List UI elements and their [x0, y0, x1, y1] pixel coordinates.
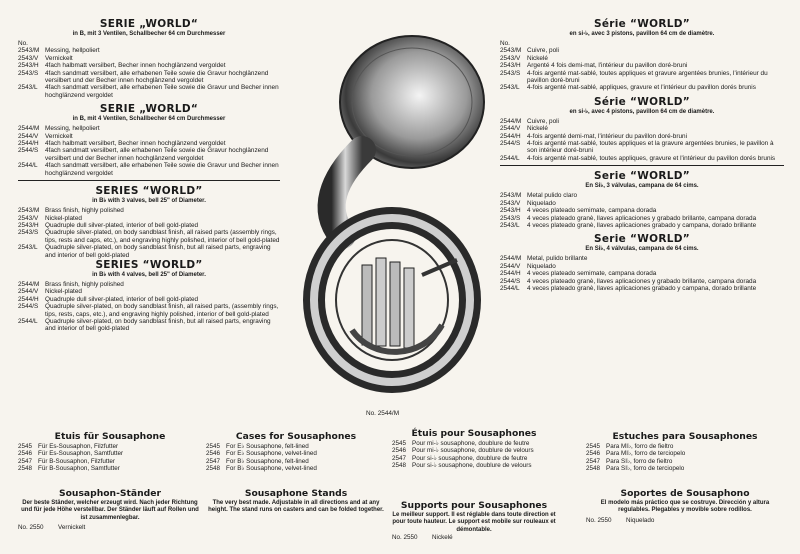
item-code: 2548: [206, 464, 221, 472]
section-subtitle: in B, mit 4 Ventilen, Schallbecher 64 cm Durchmesser: [72, 116, 226, 123]
list-item: [18, 207, 280, 214]
list-item: [18, 303, 280, 318]
item-code: 2544/S: [18, 303, 39, 311]
item-code: 2544/M: [18, 280, 40, 288]
list-item: [18, 524, 202, 531]
item-desc: Niquelado: [527, 199, 556, 207]
list-item: [586, 458, 784, 465]
section-subtitle: en si-♭, avec 4 pistons, pavillon 64 cm de diamètre.: [569, 108, 715, 115]
item-desc: 4 veces plateado granè, llaves aplicaciones grabado y campana, dorado brillante: [527, 221, 757, 229]
en-s2-rows: [18, 281, 280, 333]
item-desc: Pour si-♭ sousaphone, doublure de velours: [412, 461, 532, 469]
list-item: [18, 296, 280, 303]
left-column: [18, 18, 280, 333]
es-cases-section: [586, 431, 784, 472]
item-desc: 4 veces plateado semimate, campana dorada: [527, 207, 657, 215]
list-item: [18, 133, 280, 140]
item-desc: Para MI♭, forro de fieltro: [606, 443, 674, 450]
list-item: [18, 465, 202, 472]
item-desc: 4fach sandmatt versilbert, alle erhabenen Teile sowie die Gravur hochglänzend versilbert und der Becher innen hochglänzend vergoldet: [45, 147, 269, 162]
de-s2-rows: [18, 125, 280, 177]
item-code: 2544/S: [500, 277, 521, 285]
item-code: 2543/M: [500, 47, 522, 55]
item-desc: Brass finish, highly polished: [45, 280, 124, 288]
list-item: [392, 462, 556, 469]
item-desc: Niquelado: [527, 262, 556, 270]
list-item: [586, 450, 784, 457]
item-desc: 4-fois argenté demi-mat, l'intérieur du pavillon doré-bruni: [527, 132, 688, 140]
item-desc: For E♭ Sousaphone, felt-lined: [226, 443, 309, 450]
item-desc: Quadruple silver-plated, on body sandblast finish, but all raised parts, engraving and interior of bell gold-plated: [45, 317, 271, 333]
section-title: Soportes de Sousaphono: [620, 488, 750, 499]
item-desc: 4-fois argenté mat-sablé, toutes appliques, gravure et l'intérieur du pavillon dorés brunis: [527, 154, 776, 162]
item-desc: Quadruple silver-plated, on body sandblast finish, all raised parts, (assembly rings, tips, rests, caps, etc.), and engraving highly polished, interior of bell gold-plated: [45, 303, 279, 318]
item-code: No. 2550: [392, 533, 418, 541]
item-desc: 4-fois argenté mat-sablé, toutes appliques et gravure argentées brunies, l'intérieur du pavillon doré-bruni: [527, 69, 768, 85]
es-series-4: [500, 233, 784, 292]
en-cases-section: [206, 431, 386, 472]
section-title: Série “WORLD”: [594, 95, 690, 108]
es-stand-section: [586, 488, 784, 524]
item-code: 2546: [18, 450, 33, 458]
list-item: [18, 70, 280, 85]
list-item: [18, 450, 202, 457]
list-item: [500, 62, 784, 69]
section-text: Der beste Ständer, welcher erzeugt wird. Nach jeder Richtung und für jede Höhe verstellbar. Der Ständer läuft auf Rollen und ist zusammenlegbar.: [21, 500, 199, 521]
item-desc: Cuivre, poli: [527, 117, 559, 125]
list-item: [500, 207, 784, 214]
item-desc: Quadruple silver-plated, on body sandblast finish, all raised parts (assembly rings, tips, rests and caps, etc.), and engraving highly polished, interior of bell gold-plated: [45, 229, 280, 244]
section-text: The very best made. Adjustable in all directions and at any height. The stand runs on casters and can be folded together.: [208, 500, 384, 514]
item-code: 2545: [206, 443, 221, 450]
item-desc: Nickel-plated: [45, 288, 82, 296]
item-code: 2544/L: [18, 317, 38, 325]
item-code: 2544/M: [18, 125, 40, 133]
list-item: [18, 125, 280, 132]
item-desc: Vernickelt: [45, 132, 73, 140]
sousaphone-illustration: [292, 30, 488, 408]
item-desc: Pour mi-♭ sousaphone, doublure de velours: [412, 447, 534, 455]
list-item: [18, 443, 202, 450]
list-item: [586, 465, 784, 472]
item-code: 2544/L: [500, 284, 520, 292]
section-subtitle: En Si♭, 3 válvulas, campana de 64 cims.: [585, 183, 699, 190]
en-cases-rows: [206, 443, 386, 472]
item-desc: For B♭ Sousaphone, felt-lined: [226, 457, 309, 465]
item-code: 2548: [586, 464, 601, 472]
list-item: [18, 229, 280, 244]
item-code: 2544/M: [500, 255, 522, 263]
es-series-3: [500, 170, 784, 229]
item-code: 2543/V: [18, 214, 39, 222]
item-code: 2546: [206, 450, 221, 458]
section-text: Le meilleur support. Il est réglable dans toute direction et pour toute hauteur. Le support est mobile sur rouleaux et démontable.: [392, 512, 556, 533]
de-cases-section: [18, 431, 202, 472]
item-code: 2544/V: [500, 125, 521, 133]
item-desc: 4-fois argenté mat-sablé, toutes appliques et la gravure argentées brunies, le pavillon à son intérieur doré-bruni: [527, 140, 774, 155]
list-item: [18, 215, 280, 222]
section-subtitle: in B♭ with 3 valves, bell 25" of Diameter.: [92, 198, 206, 205]
en-series-3: [18, 185, 280, 259]
item-code: 2547: [18, 457, 33, 465]
list-item: [586, 443, 784, 450]
item-code: 2544/L: [18, 162, 38, 170]
item-code: 2543/V: [500, 199, 521, 207]
item-code: No. 2550: [586, 516, 612, 524]
item-desc: 4 veces plateado granè, llaves aplicaciones y grabado brillante, campana dorada: [527, 214, 757, 222]
de-stand-section: [18, 488, 202, 531]
list-item: [500, 285, 784, 292]
list-item: [500, 133, 784, 140]
right-column: [500, 18, 784, 292]
section-title: Sousaphon-Ständer: [58, 488, 161, 499]
list-item: [206, 458, 386, 465]
fr-series-3: [500, 18, 784, 92]
section-title: Supports pour Sousaphones: [400, 500, 548, 511]
fr-s2-rows: [500, 118, 784, 162]
item-code: 2547: [206, 457, 221, 465]
item-desc: Nickelé: [527, 54, 548, 62]
list-item: [500, 55, 784, 62]
list-item: [18, 140, 280, 147]
list-item: [18, 288, 280, 295]
item-code: 2548: [18, 464, 33, 472]
item-desc: Argenté 4 fois demi-mat, l'intérieur du pavillon doré-bruni: [527, 62, 688, 70]
item-code: 2544/H: [500, 270, 521, 278]
list-item: [586, 517, 784, 524]
item-code: 2543/M: [18, 47, 40, 55]
list-item: [392, 447, 556, 454]
item-desc: Vernickelt: [45, 54, 73, 62]
item-desc: 4fach halbmatt versilbert, Becher innen hochglänzend vergoldet: [45, 140, 226, 148]
section-title: Estuches para Sousaphones: [612, 431, 758, 442]
item-desc: Vernickelt: [58, 523, 86, 531]
item-code: 2543/L: [18, 84, 38, 92]
item-code: 2544/S: [18, 147, 39, 155]
list-item: [18, 47, 280, 54]
item-desc: Quadruple dull silver-plated, interior of bell gold-plated: [45, 295, 199, 303]
item-code: 2543/L: [500, 84, 520, 92]
item-code: No. 2550: [18, 523, 44, 531]
item-code: 2545: [18, 443, 33, 450]
fr-cases-section: [392, 428, 556, 469]
section-title: SERIES “WORLD”: [95, 258, 203, 271]
section-subtitle: en si-♭, avec 3 pistons, pavillon 64 cm de diamètre.: [569, 31, 715, 37]
section-title: Sousaphone Stands: [244, 488, 348, 499]
item-desc: For B♭ Sousaphone, velvet-lined: [226, 464, 317, 472]
item-desc: Quadruple silver-plated, on body sandblast finish, but all raised parts, engraving and interior of bell gold-plated: [45, 244, 271, 259]
list-item: [206, 465, 386, 472]
item-code: 2544/V: [18, 288, 39, 296]
section-title: SERIE „WORLD“: [99, 18, 199, 30]
item-code: 2547: [586, 457, 601, 465]
fr-stand-section: [392, 500, 556, 541]
de-cases-rows: [18, 443, 202, 472]
list-item: [500, 84, 784, 91]
item-desc: Für B-Sousaphon, Filzfutter: [38, 457, 115, 465]
item-desc: 4 veces plateado semimate, campana dorada: [527, 270, 657, 278]
list-item: [18, 147, 280, 162]
item-code: 2543/S: [500, 214, 521, 222]
list-item: [500, 155, 784, 162]
item-desc: Brass finish, highly polished: [45, 207, 124, 215]
item-code: 2543/M: [500, 192, 522, 200]
item-desc: Quadruple dull silver-plated, interior of bell gold-plated: [45, 221, 199, 229]
list-item: [500, 47, 784, 54]
item-desc: For E♭ Sousaphone, velvet-lined: [226, 450, 317, 458]
de-s1-rows: [18, 47, 280, 99]
item-desc: Messing, hellpoliert: [45, 125, 100, 133]
sousaphone-icon: [292, 30, 488, 408]
list-item: [500, 222, 784, 229]
es-s1-rows: [500, 192, 784, 229]
item-desc: 4fach halbmatt versilbert, Becher innen hochglänzend vergoldet: [45, 62, 226, 70]
en-stand-section: [206, 488, 386, 515]
item-code: 2543/H: [18, 221, 39, 229]
es-cases-rows: [586, 443, 784, 472]
section-title: SERIE „WORLD“: [99, 103, 199, 116]
item-code: 2543/S: [18, 229, 39, 237]
fr-s1-rows: [500, 47, 784, 91]
item-desc: Nickel-plated: [45, 214, 82, 222]
item-code: 2543/M: [18, 207, 40, 215]
fr-cases-rows: [392, 440, 556, 469]
list-item: [392, 440, 556, 447]
image-caption: No. 2544/M: [366, 410, 400, 417]
item-code: 2543/S: [500, 69, 521, 77]
number-label: No.: [500, 40, 510, 47]
item-code: 2544/V: [18, 132, 39, 140]
item-desc: Para SI♭, forro de terciopelo: [606, 464, 685, 472]
item-code: 2543/V: [18, 54, 39, 62]
section-title: Étuis pour Sousaphones: [411, 428, 537, 439]
fr-series-4: [500, 96, 784, 162]
item-desc: Für B-Sousaphon, Samtfutter: [38, 464, 120, 472]
de-series-3: [18, 18, 280, 99]
item-desc: Pour si-♭ sousaphone, doublure de feutre: [412, 454, 528, 462]
list-item: [500, 140, 784, 155]
item-desc: 4-fois argenté mat-sablé, appliques, gravure et l'intérieur du pavillon dorés brunis: [527, 84, 756, 92]
section-subtitle: in B, mit 3 Ventilen, Schallbecher 64 cm Durchmesser: [72, 31, 226, 37]
list-item: [392, 455, 556, 462]
divider: [500, 165, 784, 166]
item-code: 2544/H: [18, 140, 39, 148]
item-desc: Pour mi-♭ sousaphone, doublure de feutre: [412, 440, 530, 447]
item-desc: Für Es-Sousaphon, Filzfutter: [38, 443, 119, 450]
list-item: [18, 162, 280, 177]
item-code: 2543/H: [500, 62, 521, 70]
list-item: [500, 70, 784, 85]
list-item: [500, 192, 784, 199]
en-s1-rows: [18, 207, 280, 259]
list-item: [18, 244, 280, 259]
item-code: 2544/H: [18, 295, 39, 303]
section-title: Serie “WORLD”: [594, 170, 690, 183]
list-item: [18, 281, 280, 288]
list-item: [500, 200, 784, 207]
section-title: SERIES “WORLD”: [95, 185, 203, 198]
item-code: 2544/M: [500, 117, 522, 125]
item-desc: 4 veces plateado granè, llaves aplicaciones y grabado brillante, campana dorada: [527, 277, 757, 285]
list-item: [18, 458, 202, 465]
item-desc: 4 veces plateado granè, llaves aplicaciones grabado y campana, dorado brillante: [527, 284, 757, 292]
item-code: 2543/H: [500, 207, 521, 215]
item-code: 2548: [392, 461, 407, 469]
item-code: 2547: [392, 454, 407, 462]
item-desc: Nickelé: [432, 533, 453, 541]
item-desc: Für Es-Sousaphon, Samtfutter: [38, 450, 124, 458]
item-desc: Messing, hellpoliert: [45, 47, 100, 55]
item-code: 2543/L: [18, 244, 38, 252]
section-subtitle: En Si♭, 4 válvulas, campana de 64 cims.: [585, 246, 699, 253]
list-item: [18, 84, 280, 99]
item-desc: Para MI♭, forro de terciopelo: [606, 450, 686, 458]
item-code: 2546: [586, 450, 601, 458]
item-code: 2544/S: [500, 140, 521, 148]
list-item: [18, 55, 280, 62]
section-text: El modelo más práctico que se costruye. Dirección y altura regulables. Plegables y movible sobre rodillos.: [600, 500, 770, 514]
section-title: Etuis für Sousaphone: [54, 431, 166, 442]
item-code: 2545: [586, 443, 601, 450]
section-subtitle: in B♭ with 4 valves, bell 25" of Diameter.: [92, 271, 206, 278]
item-desc: Metal, pulido brillante: [527, 255, 588, 263]
item-desc: Metal pulido claro: [527, 192, 578, 200]
list-item: [500, 125, 784, 132]
number-label: No.: [18, 40, 28, 47]
item-code: 2544/H: [500, 132, 521, 140]
list-item: [500, 263, 784, 270]
item-desc: 4fach sandmatt versilbert, alle erhabenen Teile sowie die Gravur und Becher innen hochglänzend vergoldet: [45, 84, 279, 99]
de-series-4: [18, 103, 280, 177]
item-desc: 4fach sandmatt versilbert, alle erhabenen Teile sowie die Gravur und Becher innen hochglänzend vergoldet: [45, 162, 279, 177]
item-code: 2543/L: [500, 221, 520, 229]
item-code: 2546: [392, 447, 407, 455]
list-item: [18, 62, 280, 69]
divider: [18, 180, 280, 181]
item-code: 2543/V: [500, 54, 521, 62]
en-series-4: [18, 259, 280, 333]
item-code: 2545: [392, 440, 407, 447]
section-title: Série “WORLD”: [594, 18, 690, 30]
list-item: [500, 255, 784, 262]
list-item: [500, 270, 784, 277]
item-desc: Cuivre, poli: [527, 47, 559, 55]
item-code: 2543/H: [18, 62, 39, 70]
list-item: [500, 118, 784, 125]
list-item: [18, 222, 280, 229]
item-desc: 4fach sandmatt versilbert, alle erhabenen Teile sowie die Gravur hochglänzend versilbert und der Becher innen hochglänzend vergoldet: [45, 69, 269, 85]
list-item: [18, 318, 280, 333]
list-item: [500, 215, 784, 222]
list-item: [206, 443, 386, 450]
item-code: 2543/S: [18, 69, 39, 77]
list-item: [392, 534, 556, 541]
item-desc: Para SI♭, forro de fieltro: [606, 457, 673, 465]
item-desc: Nickelé: [527, 125, 548, 133]
item-desc: Niquelado: [626, 516, 655, 524]
item-code: 2544/L: [500, 154, 520, 162]
section-title: Serie “WORLD”: [594, 233, 690, 246]
list-item: [206, 450, 386, 457]
es-s2-rows: [500, 255, 784, 292]
list-item: [500, 278, 784, 285]
section-title: Cases for Sousaphones: [235, 431, 357, 442]
item-code: 2544/V: [500, 262, 521, 270]
